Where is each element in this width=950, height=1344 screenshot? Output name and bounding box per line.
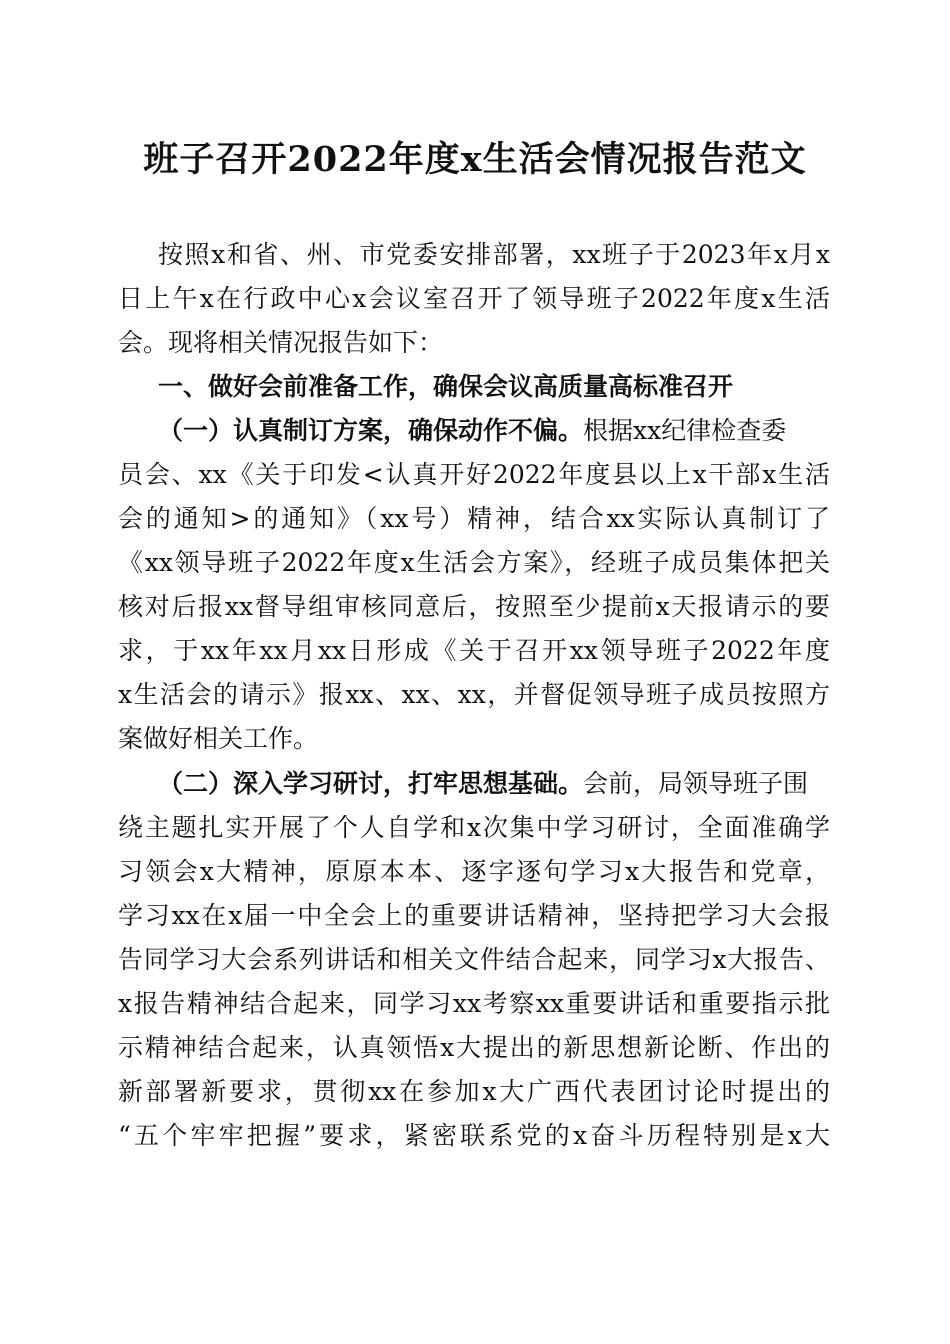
sub2-line: 绕主题扎实开展了个人自学和x次集中学习研讨，全面准确学 [118, 813, 830, 842]
sub1-line: 案做好相关工作。 [118, 724, 319, 753]
sub2-line: 告同学习大会系列讲话和相关文件结合起来，同学习x大报告、 [118, 945, 830, 974]
sub1-line: 《xx领导班子2022年度x生活会方案》，经班子成员集体把关 [118, 548, 830, 577]
sub2-line: 新部署新要求，贯彻xx在参加x大广西代表团讨论时提出的 [118, 1077, 830, 1106]
sub1-line: 会的通知>的通知》（xx号）精神，结合xx实际认真制订了 [118, 504, 830, 533]
intro-line-2: 日上午x在行政中心x会议室召开了领导班子2022年度x生活 [118, 284, 830, 313]
sub2-line: 学习xx在x届一中全会上的重要讲话精神，坚持把学习大会报 [118, 901, 830, 930]
document-title: 班子召开2022年度x生活会情况报告范文 [143, 139, 807, 180]
sub2-line: “五个牢牢把握”要求，紧密联系党的x奋斗历程特别是x大 [118, 1121, 830, 1150]
section-1-heading: 一、做好会前准备工作，确保会议高质量高标准召开 [158, 372, 734, 401]
sub2-heading: （二）深入学习研讨，打牢思想基础。 [158, 769, 584, 798]
sub2-first-text: 会前，局领导班子围 [583, 769, 809, 798]
sub1-first-line [158, 409, 830, 453]
sub1-line: 核对后报xx督导组审核同意后，按照至少提前x天报请示的要 [118, 592, 830, 621]
intro-line-3: 会。现将相关情况报告如下： [118, 328, 444, 357]
sub2-first-line [158, 762, 830, 806]
sub2-line: 示精神结合起来，认真领悟x大提出的新思想新论断、作出的 [118, 1033, 830, 1062]
sub1-first-text: 根据xx纪律检查委 [583, 416, 787, 445]
sub2-line: 习领会x大精神，原原本本、逐字逐句学习x大报告和党章， [118, 857, 830, 886]
sub1-line: 员会、xx《关于印发<认真开好2022年度县以上x干部x生活 [118, 460, 830, 489]
sub2-line: x报告精神结合起来，同学习xx考察xx重要讲话和重要指示批 [118, 989, 830, 1018]
intro-line-1: 按照x和省、州、市党委安排部署，xx班子于2023年x月x [158, 240, 830, 269]
sub1-line: x生活会的请示》报xx、xx、xx，并督促领导班子成员按照方 [118, 680, 830, 709]
sub1-heading: （一）认真制订方案，确保动作不偏。 [158, 416, 584, 445]
sub1-line: 求，于xx年xx月xx日形成《关于召开xx领导班子2022年度 [118, 636, 830, 665]
